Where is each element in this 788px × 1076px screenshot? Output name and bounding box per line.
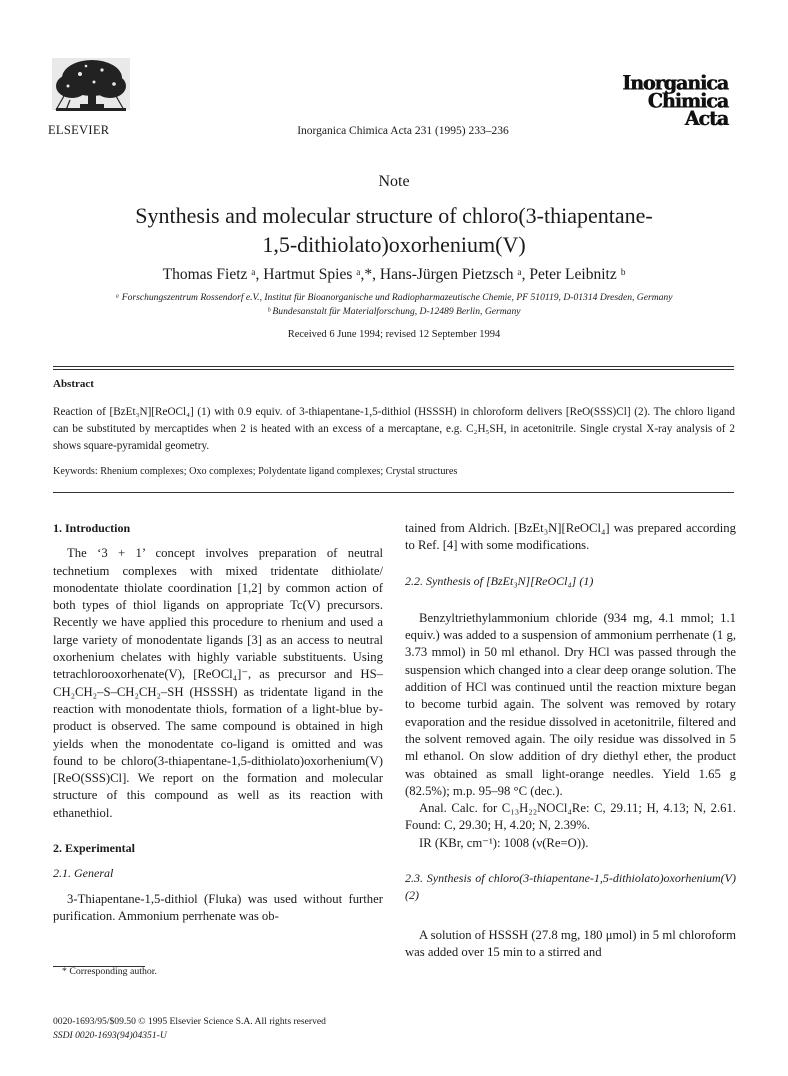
subsection-heading-general: 2.1. General	[53, 866, 114, 881]
journal-logo-line1: Inorganica	[622, 71, 728, 95]
elsevier-tree-logo	[50, 56, 132, 122]
introduction-paragraph: The ‘3 + 1’ concept involves preparation of neutral technetium complexes with mixed tridentate dithiolate/ monodentate thiolate coordination [1,2] by common action of both types of thiol ligands on appropriate Tc(V) precursors. Recently we have applied this procedure to rhenium and used a large variety of monodentate ligands [3] as an access to neutral oxorhenium chelates with highly variable substituents. Using tetrachlorooxorhenate(V), [ReOCl₄]⁻, as precursor and HS–CH₂CH₂–S–CH₂CH₂–SH (HSSSH) as tridentate ligand in the reaction with monodentate thiols, formation of a light-blue by-product is observed. The same compound is obtained in high yields when the monodentate co-ligand is omitted and was found to be chloro(3-thiapentane-1,5-dithiolato)oxorhenium(V) [ReO(SSS)Cl]. We report on the formation and molecular structure of this compound as well as its reaction with ethanethiol.	[53, 546, 383, 820]
received-dates: Received 6 June 1994; revised 12 September 1994	[287, 329, 501, 340]
subsection-heading-synthesis-2: 2.3. Synthesis of chloro(3-thiapentane-1,5-dithiolato)oxorhenium(V) (2)	[405, 871, 736, 903]
analysis-paragraph: Anal. Calc. for C₁₃H₂₂NOCl₄Re: C, 29.11; H, 4.13; N, 2.61. Found: C, 29.30; H, 4.20; N, 2.39%.	[405, 801, 736, 833]
journal-citation: Inorganica Chimica Acta 231 (1995) 233–236	[297, 125, 509, 137]
copyright-line-1: 0020-1693/95/$09.50 © 1995 Elsevier Science S.A. All rights reserved	[53, 1016, 326, 1027]
general-paragraph: 3-Thiapentane-1,5-dithiol (Fluka) was used without further purification. Ammonium perrhenate was ob-	[53, 891, 383, 923]
footnote-corresponding-author: * Corresponding author.	[62, 966, 157, 977]
title-line-1: Synthesis and molecular structure of chloro(3-thiapentane-	[135, 203, 653, 228]
continued-paragraph: tained from Aldrich. [BzEt₃N][ReOCl₄] was prepared according to Ref. [4] with some modifications.	[405, 521, 736, 553]
abstract-text: Reaction of [BzEt₃N][ReOCl₄] (1) with 0.9 equiv. of 3-thiapentane-1,5-dithiol (HSSSH) in chloroform delivers [ReO(SSS)Cl] (2). The chloro ligand can be substituted by mercaptides when 2 is heated with an excess of a mercaptane, e.g. C₂H₅SH, in acetonitrile. Single crystal X-ray analysis of 2 shows square-pyramidal geometry.	[53, 406, 735, 452]
journal-logo	[612, 71, 728, 131]
synthesis-2-paragraph: A solution of HSSSH (27.8 mg, 180 μmol) in 5 ml chloroform was added over 15 min to a stirred and	[405, 927, 736, 959]
article-title	[60, 201, 728, 259]
section-heading-introduction: 1. Introduction	[53, 521, 131, 535]
keywords: Keywords: Rhenium complexes; Oxo complexes; Polydentate ligand complexes; Crystal structures	[53, 466, 458, 477]
subsection-heading-synthesis-1: 2.2. Synthesis of [BzEt₃N][ReOCl₄] (1)	[405, 573, 594, 588]
journal-logo-line2: Chimica Acta	[647, 89, 728, 131]
copyright-notice	[53, 1015, 326, 1043]
divider	[53, 492, 734, 493]
affiliation-b: ᵇ Bundesanstalt für Materialforschung, D-12489 Berlin, Germany	[267, 306, 521, 317]
divider	[53, 366, 734, 367]
ir-paragraph: IR (KBr, cm⁻¹): 1008 (ν(Re=O)).	[419, 835, 589, 850]
title-line-2: 1,5-dithiolato)oxorhenium(V)	[262, 232, 526, 257]
publisher-name: ELSEVIER	[48, 123, 110, 137]
copyright-line-2: SSDI 0020-1693(94)04351-U	[53, 1030, 167, 1041]
affiliation-a: ᵃ Forschungszentrum Rossendorf e.V., Institut für Bioanorganische und Radiopharmazeutische Chemie, PF 510119, D-01314 Dresden, Germany	[115, 292, 673, 303]
article-type: Note	[378, 173, 410, 190]
abstract-heading: Abstract	[53, 378, 94, 390]
right-column	[405, 520, 736, 961]
authors: Thomas Fietz ᵃ, Hartmut Spies ᵃ,*, Hans-Jürgen Pietzsch ᵃ, Peter Leibnitz ᵇ	[162, 266, 626, 283]
left-column	[53, 520, 383, 925]
divider	[53, 369, 734, 370]
section-heading-experimental: 2. Experimental	[53, 841, 135, 856]
synthesis-1-paragraph: Benzyltriethylammonium chloride (934 mg, 4.1 mmol; 1.1 equiv.) was added to a suspension of ammonium perrhenate (1 g, 3.73 mmol) in 50 ml ethanol. Dry HCl was passed through the suspension which changed into a clear deep orange solution. The addition of HCl was continued until the reaction mixture began to become turbid again. The solvent was removed by rotary evaporation and the residue dissolved in acetonitrile, filtered and the solvent removed again. The oily residue was dissolved in 5 ml ethanol. On slow addition of dry diethyl ether, the product was obtained as small light-orange needles. Yield 1.65 g (82.5%); m.p. 95–98 °C (dec.).	[405, 610, 736, 798]
